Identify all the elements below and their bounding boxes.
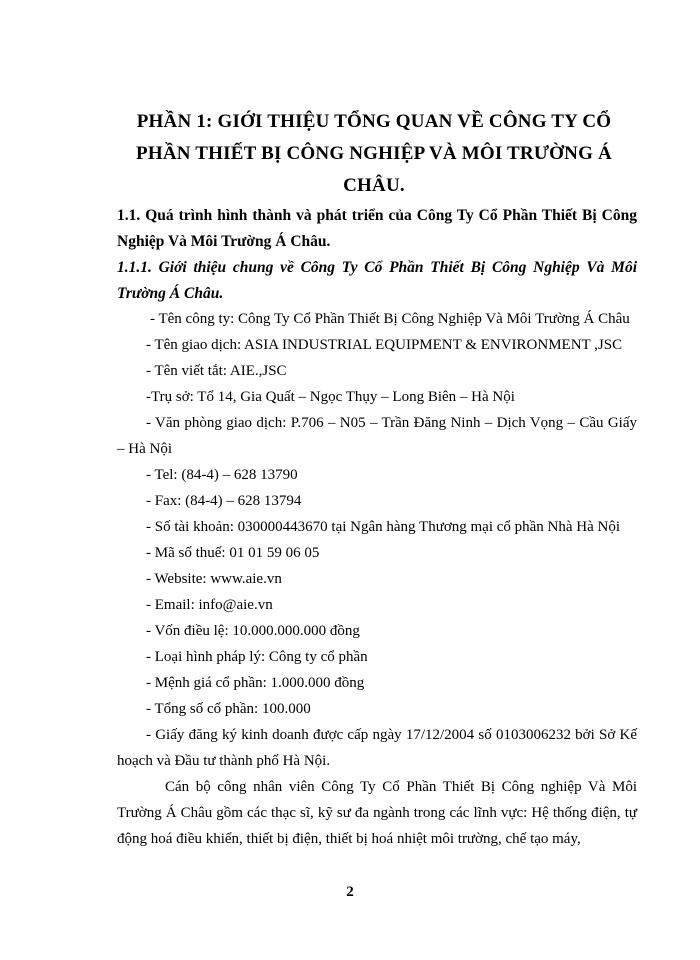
charter-capital-item: - Vốn điều lệ: 10.000.000.000 đồng	[146, 623, 360, 639]
trading-office-item: - Văn phòng giao dịch: P.706 – N05 – Trần Đăng Ninh – Dịch Vọng – Cầu Giấy – Hà Nội	[117, 415, 637, 457]
page-number: 2	[346, 884, 354, 900]
account-item: - Số tài khoản: 030000443670 tại Ngân hàng Thương mại cổ phần Nhà Hà Nội	[146, 519, 621, 535]
head-office-item: -Trụ sở: Tổ 14, Gia Quất – Ngọc Thụy – Long Biên – Hà Nội	[146, 389, 515, 405]
staff-paragraph: Cán bộ công nhân viên Công Ty Cổ Phần Thiết Bị Công nghiệp Và Môi Trường Á Châu gồm các thạc sĩ, kỹ sư đa ngành trong các lĩnh vực: Hệ thống điện, tự động hoá điều khiển, thiết bị điện, thiết bị hoá nhiệt môi trường, chế tạo máy,	[117, 779, 637, 847]
par-value-item: - Mệnh giá cổ phần: 1.000.000 đồng	[146, 675, 365, 691]
company-info-list	[117, 306, 637, 852]
business-license-item: - Giấy đăng ký kinh doanh được cấp ngày 17/12/2004 số 0103006232 bởi Sở Kế hoạch và Đầu tư thành phố Hà Nội.	[117, 727, 637, 769]
email-item: - Email: info@aie.vn	[146, 597, 273, 613]
title-line-2: PHẦN THIẾT BỊ CÔNG NGHIỆP VÀ MÔI TRƯỜNG Á	[136, 143, 612, 164]
short-name-item: - Tên viết tắt: AIE.,JSC	[146, 363, 287, 379]
trade-name-item: - Tên giao dịch: ASIA INDUSTRIAL EQUIPMENT & ENVIRONMENT ,JSC	[146, 337, 623, 353]
title-line-1: PHẦN 1: GIỚI THIỆU TỔNG QUAN VỀ CÔNG TY CỔ	[136, 111, 612, 132]
section-heading-1-1: 1.1. Quá trình hình thành và phát triển của Công Ty Cổ Phần Thiết Bị Công Nghiệp Và Môi Trường Á Châu.	[117, 207, 637, 250]
tax-code-item: - Mã số thuế: 01 01 59 06 05	[146, 545, 320, 561]
title-line-3: CHÂU.	[343, 175, 405, 196]
tel-item: - Tel: (84-4) – 628 13790	[146, 467, 298, 483]
page-title	[100, 106, 648, 202]
company-name-item: - Tên công ty: Công Ty Cổ Phần Thiết Bị Công Nghiệp Và Môi Trường Á Châu	[150, 311, 630, 327]
fax-item: - Fax: (84-4) – 628 13794	[146, 493, 302, 509]
legal-form-item: - Loại hình pháp lý: Công ty cổ phần	[146, 649, 368, 665]
total-shares-item: - Tổng số cổ phần: 100.000	[146, 701, 311, 717]
website-item: - Website: www.aie.vn	[146, 571, 282, 587]
subsection-heading-1-1-1: 1.1.1. Giới thiệu chung về Công Ty Cổ Phần Thiết Bị Công Nghiệp Và Môi Trường Á Châu.	[117, 259, 637, 302]
